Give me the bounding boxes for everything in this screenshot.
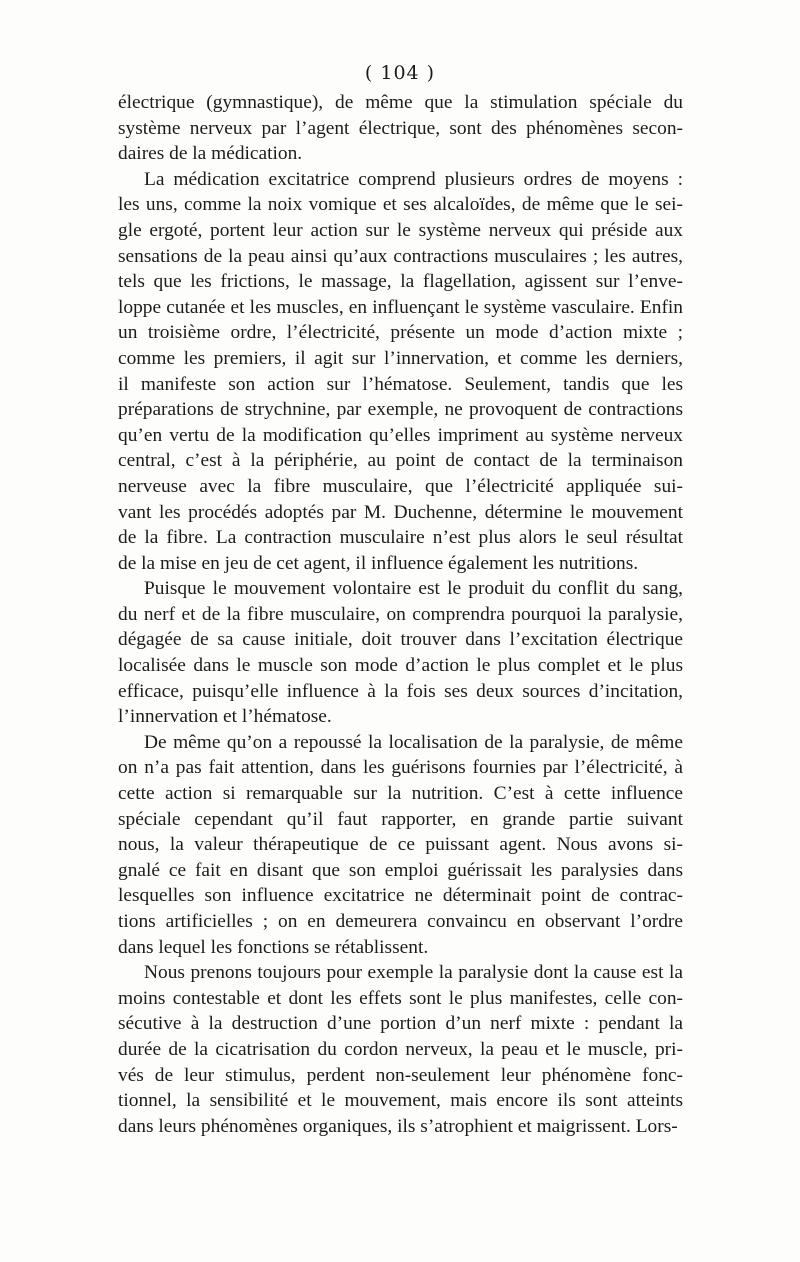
text-line: un troisième ordre, l’électricité, présente un mode d’action mixte ; [118,322,683,344]
paragraph [118,167,683,577]
text-line: cette action si remarquable sur la nutrition. C’est à cette influence [118,783,683,805]
text-line: on n’a pas fait attention, dans les guérisons fournies par l’électricité, à [118,757,683,779]
text-line: moins contestable et dont les effets sont le plus manifestes, celle con- [118,987,683,1009]
text-line: dégagée de sa cause initiale, doit trouver dans l’excitation électrique [118,629,683,651]
paragraph [118,960,683,1139]
text-line: il manifeste son action sur l’hématose. Seulement, tandis que les [118,373,683,395]
text-line: daires de la médication. [118,143,303,165]
text-line: localisée dans le muscle son mode d’action le plus complet et le plus [118,655,683,677]
text-line: La médication excitatrice comprend plusieurs ordres de moyens : [144,168,683,190]
text-line: système nerveux par l’agent électrique, sont des phénomènes secon- [118,117,683,139]
text-line: durée de la cicatrisation du cordon nerveux, la peau et le muscle, pri- [118,1038,683,1060]
text-line: les uns, comme la noix vomique et ses alcaloïdes, de même que le sei- [118,194,683,216]
text-line: électrique (gymnastique), de même que la stimulation spéciale du [118,92,683,113]
text-line: lesquelles son influence excitatrice ne déterminait point de contrac- [118,885,683,907]
text-line: préparations de strychnine, par exemple, ne provoquent de contractions [118,399,683,421]
text-line: comme les premiers, il agit sur l’innervation, et comme les derniers, [118,347,683,369]
body-text [118,90,683,1139]
paragraph [118,90,683,167]
text-line: tionnel, la sensibilité et le mouvement, mais encore ils sont atteints [118,1090,683,1112]
text-line: loppe cutanée et les muscles, en influençant le système vasculaire. Enfin [118,296,683,318]
text-line: dans lequel les fonctions se rétablissent. [118,936,429,958]
text-line: vés de leur stimulus, perdent non-seulement leur phénomène fonc- [118,1064,683,1086]
text-line: spéciale cependant qu’il faut rapporter, en grande partie suivant [118,808,683,830]
text-line: qu’en vertu de la modification qu’elles impriment au système nerveux [118,424,683,446]
text-line: Puisque le mouvement volontaire est le produit du conflit du sang, [144,578,683,600]
text-line: gle ergoté, portent leur action sur le système nerveux qui préside aux [118,219,683,241]
text-line: tions artificielles ; on en demeurera convaincu en observant l’ordre [118,911,683,932]
text-line: l’innervation et l’hématose. [118,706,332,728]
text-line: Nous prenons toujours pour exemple la paralysie dont la cause est la [144,962,683,984]
text-line: nerveuse avec la fibre musculaire, que l’électricité appliquée sui- [118,475,683,497]
text-line: central, c’est à la périphérie, au point de contact de la terminaison [118,450,683,472]
text-line: efficace, puisqu’elle influence à la fois ses deux sources d’incitation, [118,680,683,702]
text-line: gnalé ce fait en disant que son emploi guérissait les paralysies dans [118,859,683,881]
text-line: du nerf et de la fibre musculaire, on comprendra pourquoi la paralysie, [118,603,683,625]
text-line: sécutive à la destruction d’une portion d’un nerf mixte : pendant la [118,1013,683,1035]
text-line: de la fibre. La contraction musculaire n’est plus alors le seul résultat [118,527,683,549]
text-line: sensations de la peau ainsi qu’aux contractions musculaires ; les autres, [118,245,683,267]
text-line: de la mise en jeu de cet agent, il influence également les nutritions. [118,552,639,574]
text-line: dans leurs phénomènes organiques, ils s’atrophient et maigrissent. Lors- [118,1115,678,1137]
paragraph [118,576,683,730]
text-line: tels que les frictions, le massage, la flagellation, agissent sur l’enve- [118,271,683,293]
text-line: De même qu’on a repoussé la localisation de la paralysie, de même [144,731,683,753]
text-line: nous, la valeur thérapeutique de ce puissant agent. Nous avons si- [118,834,683,856]
text-line: vant les procédés adoptés par M. Duchenne, détermine le mouvement [118,501,683,523]
page-number: ( 104 ) [364,62,436,84]
paragraph [118,730,683,960]
